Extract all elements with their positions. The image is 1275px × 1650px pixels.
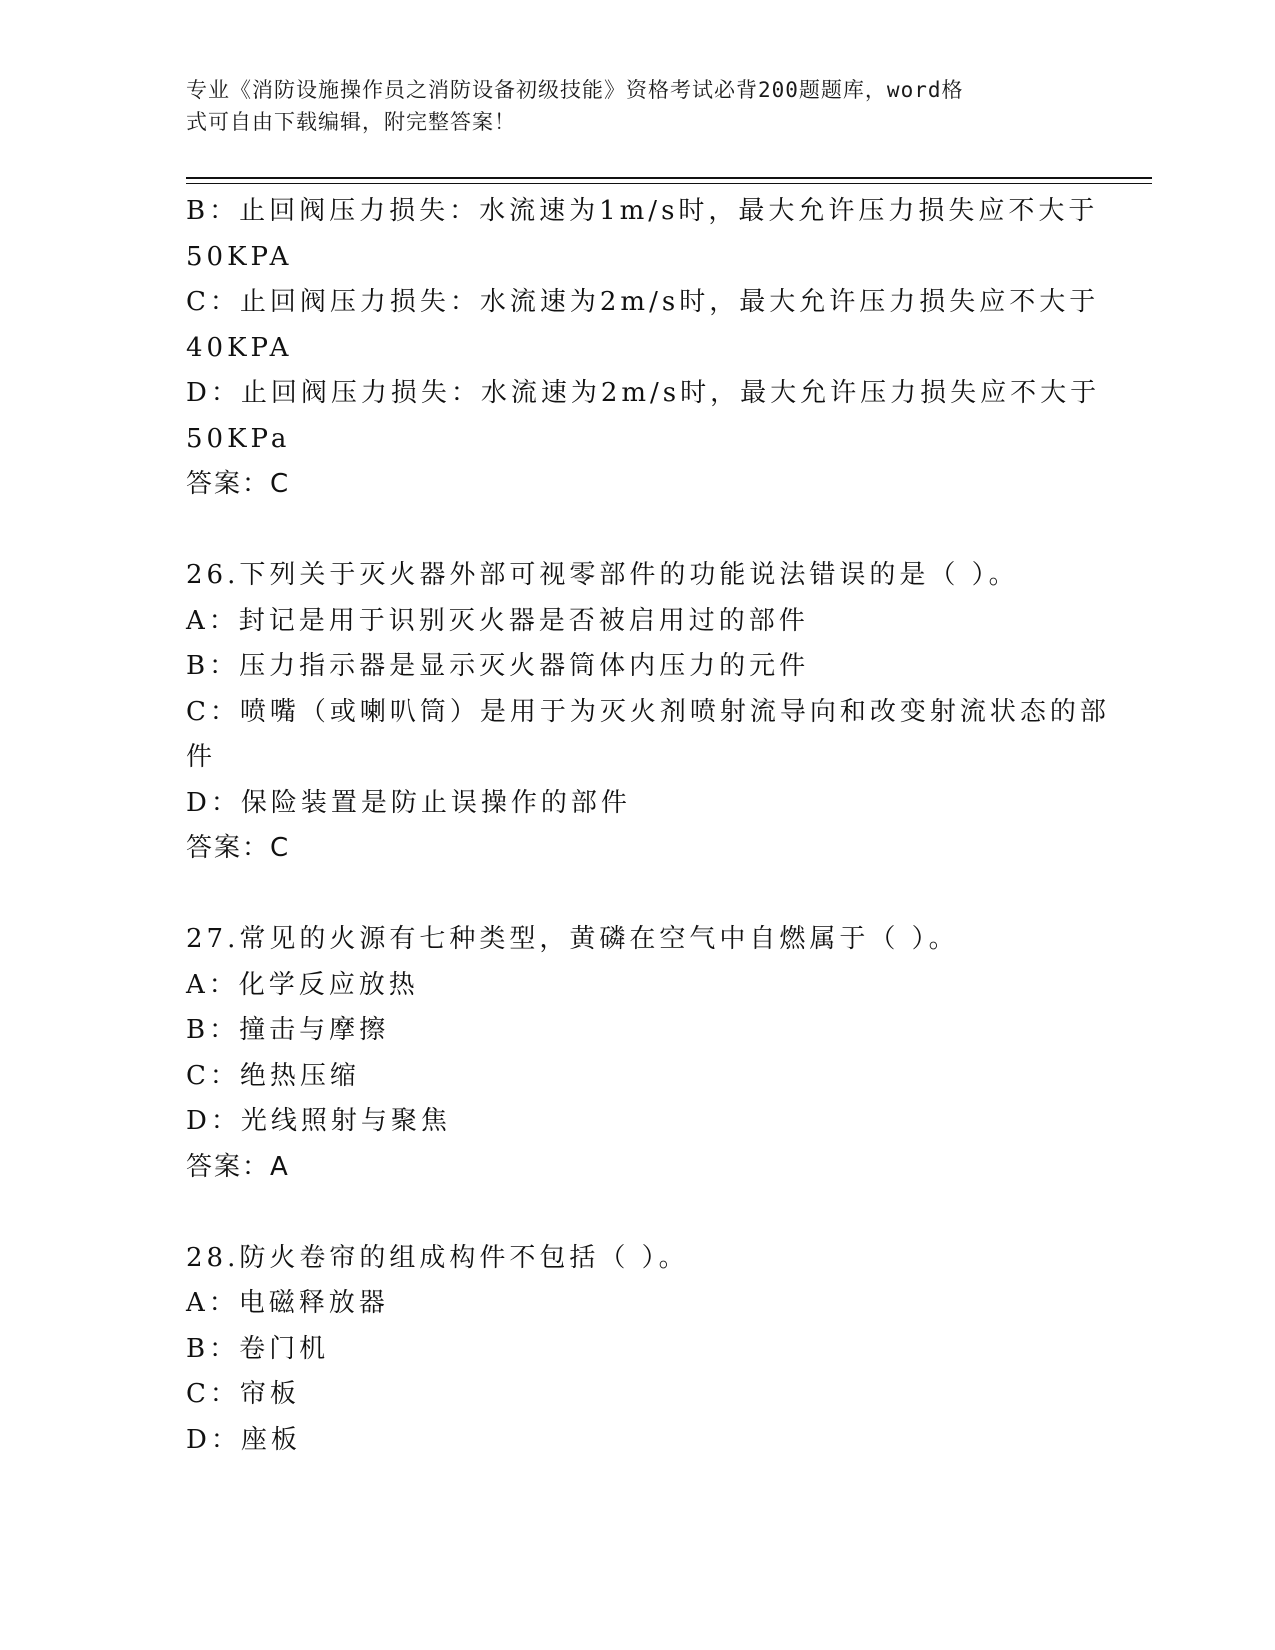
question-list	[186, 189, 1110, 1463]
answer: 答案：C	[186, 469, 291, 499]
question-27	[186, 917, 1086, 1190]
option-b: B：撞击与摩擦	[186, 1015, 390, 1045]
option-d-continued: 50KPa	[186, 423, 291, 454]
question-26	[186, 553, 1110, 872]
option-c: C：止回阀压力损失：水流速为2m/s时，最大允许压力损失应不大于	[186, 287, 1100, 317]
question-25-tail	[186, 189, 1101, 508]
option-c-continued: 件	[186, 742, 217, 772]
document-header	[186, 74, 1066, 138]
question-stem: 27.常见的火源有七种类型，黄磷在空气中自燃属于（ ）。	[186, 924, 959, 954]
option-d: D：保险装置是防止误操作的部件	[186, 787, 631, 818]
answer: 答案：A	[186, 1151, 290, 1182]
option-c: C：帘板	[186, 1379, 300, 1409]
option-c-continued: 40KPA	[186, 332, 293, 363]
question-stem: 28.防火卷帘的组成构件不包括（ ）。	[186, 1242, 689, 1273]
option-b: B：卷门机	[186, 1333, 330, 1364]
header-line-1: 专业《消防设施操作员之消防设备初级技能》资格考试必背200题题库，word格	[186, 78, 964, 102]
answer: 答案：C	[186, 833, 291, 863]
header-line-2: 式可自由下载编辑，附完整答案！	[186, 110, 516, 134]
option-d: D：座板	[186, 1424, 301, 1455]
option-d: D：光线照射与聚焦	[186, 1106, 451, 1136]
option-d: D：止回阀压力损失：水流速为2m/s时，最大允许压力损失应不大于	[186, 378, 1101, 408]
option-c: C：喷嘴（或喇叭筒）是用于为灭火剂喷射流导向和改变射流状态的部	[186, 696, 1110, 727]
option-c: C：绝热压缩	[186, 1060, 360, 1091]
option-b-continued: 50KPA	[186, 241, 293, 272]
question-stem: 26.下列关于灭火器外部可视零部件的功能说法错误的是（ ）。	[186, 560, 1019, 590]
option-a: A：封记是用于识别灭火器是否被启用过的部件	[186, 605, 809, 636]
header-divider	[186, 177, 1152, 184]
question-28	[186, 1236, 1086, 1464]
option-a: A：电磁释放器	[186, 1288, 389, 1318]
option-b: B：止回阀压力损失：水流速为1m/s时，最大允许压力损失应不大于	[186, 196, 1099, 226]
option-a: A：化学反应放热	[186, 969, 419, 1000]
option-b: B：压力指示器是显示灭火器筒体内压力的元件	[186, 651, 810, 681]
